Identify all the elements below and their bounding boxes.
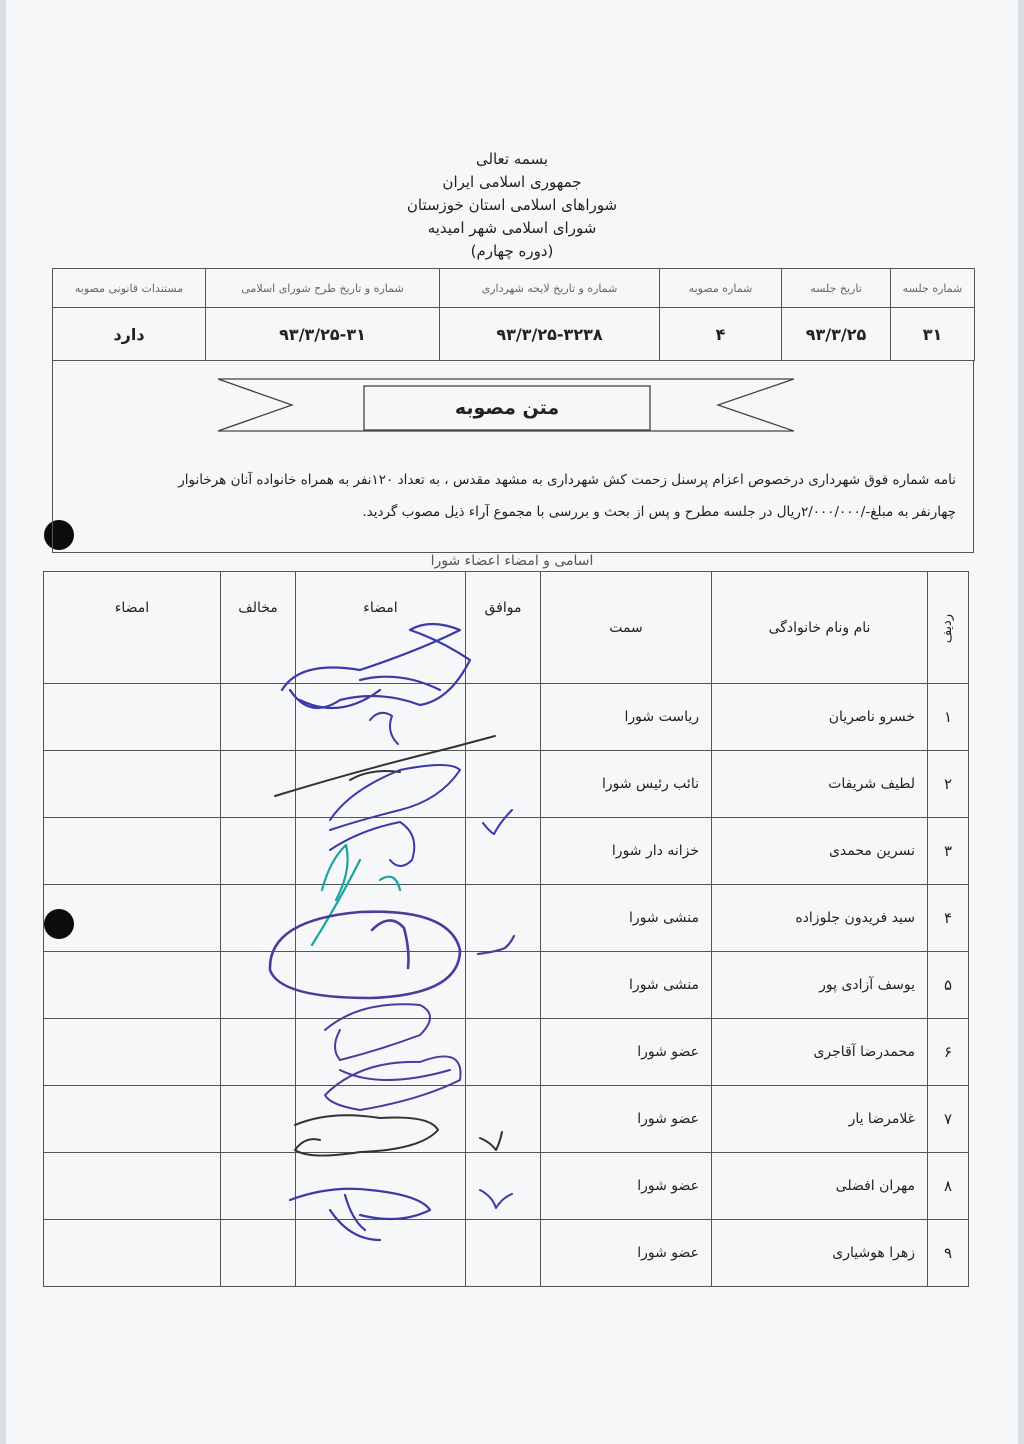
- heading-line-province: شوراهای اسلامی استان خوزستان: [406, 196, 618, 214]
- member-oppose: [221, 684, 296, 751]
- resolution-title: متن مصوبه: [454, 397, 560, 419]
- col-header-row-number-text: ردیف: [940, 613, 956, 643]
- member-row: [44, 818, 969, 885]
- member-number: ۴: [928, 885, 969, 952]
- member-signature: [296, 1153, 466, 1220]
- member-agree: [466, 818, 541, 885]
- member-number: ۶: [928, 1019, 969, 1086]
- member-position: خزانه دار شورا: [541, 818, 712, 885]
- members-caption: اسامی و امضاء اعضاء شورا: [430, 553, 594, 569]
- col-header-oppose: مخالف: [221, 572, 296, 684]
- value-session-number: ۳۱: [891, 308, 975, 361]
- member-name: غلامرضا یار: [712, 1086, 928, 1153]
- member-name: مهران افضلی: [712, 1153, 928, 1220]
- member-agree: [466, 1019, 541, 1086]
- col-header-agree: موافق: [466, 572, 541, 684]
- member-signature-2: [44, 1220, 221, 1287]
- member-agree: [466, 751, 541, 818]
- member-name: محمدرضا آقاجری: [712, 1019, 928, 1086]
- heading-line-city-council: شورای اسلامی شهر امیدیه: [427, 219, 597, 237]
- heading-line-term: (دوره چهارم): [470, 242, 554, 260]
- member-row: [44, 952, 969, 1019]
- header-session-number: شماره جلسه: [891, 269, 975, 308]
- header-resolution-number: شماره مصوبه: [660, 269, 782, 308]
- member-oppose: [221, 885, 296, 952]
- member-signature-2: [44, 885, 221, 952]
- member-signature: [296, 1220, 466, 1287]
- member-number: ۵: [928, 952, 969, 1019]
- member-oppose: [221, 1153, 296, 1220]
- value-resolution-number: ۴: [660, 308, 782, 361]
- col-header-row-number: [928, 572, 969, 684]
- member-signature: [296, 1019, 466, 1086]
- value-municipal-bill: ۹۳/۳/۲۵-۳۲۳۸: [440, 308, 660, 361]
- member-number: ۸: [928, 1153, 969, 1220]
- member-signature: [296, 751, 466, 818]
- member-name: نسرین محمدی: [712, 818, 928, 885]
- member-agree: [466, 885, 541, 952]
- member-row: [44, 1220, 969, 1287]
- member-row: [44, 684, 969, 751]
- member-position: منشی شورا: [541, 952, 712, 1019]
- col-header-position: سمت: [541, 572, 712, 684]
- member-signature-2: [44, 1019, 221, 1086]
- resolution-text-line-1: نامه شماره فوق شهرداری درخصوص اعزام پرسنل زحمت کش شهرداری به مشهد مقدس ، به تعداد ۱۲۰نفر به همراه خانواده آنان هرخانوار: [178, 472, 956, 488]
- member-name: خسرو ناصریان: [712, 684, 928, 751]
- col-header-name: نام ونام خانوادگی: [712, 572, 928, 684]
- member-row: [44, 751, 969, 818]
- member-oppose: [221, 751, 296, 818]
- col-header-signature-2: امضاء: [44, 572, 221, 684]
- member-signature-2: [44, 1153, 221, 1220]
- member-signature: [296, 684, 466, 751]
- document-heading: [0, 148, 1024, 263]
- member-position: عضو شورا: [541, 1220, 712, 1287]
- member-number: ۳: [928, 818, 969, 885]
- member-signature-2: [44, 952, 221, 1019]
- member-agree: [466, 952, 541, 1019]
- member-oppose: [221, 1019, 296, 1086]
- header-legal-documents: مستندات قانونی مصوبه: [53, 269, 206, 308]
- member-agree: [466, 684, 541, 751]
- member-agree: [466, 1220, 541, 1287]
- member-signature-2: [44, 1086, 221, 1153]
- header-municipal-bill: شماره و تاریخ لایحه شهرداری: [440, 269, 660, 308]
- member-position: عضو شورا: [541, 1019, 712, 1086]
- members-table: [43, 571, 969, 1287]
- member-name: لطیف شریفات: [712, 751, 928, 818]
- member-number: ۱: [928, 684, 969, 751]
- member-signature-2: [44, 751, 221, 818]
- session-info-table: [52, 268, 975, 361]
- member-name: زهرا هوشیاری: [712, 1220, 928, 1287]
- session-info-value-row: [53, 308, 975, 361]
- member-name: سید فریدون جلوزاده: [712, 885, 928, 952]
- member-signature: [296, 952, 466, 1019]
- member-position: عضو شورا: [541, 1086, 712, 1153]
- member-signature: [296, 818, 466, 885]
- header-council-plan: شماره و تاریخ طرح شورای اسلامی: [206, 269, 440, 308]
- col-header-signature: امضاء: [296, 572, 466, 684]
- member-position: عضو شورا: [541, 1153, 712, 1220]
- heading-line-basmala: بسمه تعالی: [475, 150, 549, 168]
- members-header-row: [44, 572, 969, 684]
- member-position: نائب رئیس شورا: [541, 751, 712, 818]
- member-row: [44, 885, 969, 952]
- value-legal-documents: دارد: [53, 308, 206, 361]
- member-number: ۲: [928, 751, 969, 818]
- member-signature: [296, 1086, 466, 1153]
- header-session-date: تاریخ جلسه: [782, 269, 891, 308]
- value-session-date: ۹۳/۳/۲۵: [782, 308, 891, 361]
- member-oppose: [221, 1086, 296, 1153]
- member-signature-2: [44, 684, 221, 751]
- session-info-header-row: [53, 269, 975, 308]
- member-position: منشی شورا: [541, 885, 712, 952]
- member-oppose: [221, 818, 296, 885]
- member-oppose: [221, 1220, 296, 1287]
- member-agree: [466, 1153, 541, 1220]
- member-agree: [466, 1086, 541, 1153]
- member-position: ریاست شورا: [541, 684, 712, 751]
- resolution-text: [56, 464, 956, 528]
- resolution-text-line-2: چهارنفر به مبلغ-/۲/۰۰۰/۰۰۰ریال در جلسه مطرح و پس از بحث و بررسی با مجموع آراء ذیل مصوب گردید.: [362, 504, 956, 520]
- heading-line-country: جمهوری اسلامی ایران: [442, 173, 582, 191]
- member-signature-2: [44, 818, 221, 885]
- member-row: [44, 1153, 969, 1220]
- member-row: [44, 1086, 969, 1153]
- member-row: [44, 1019, 969, 1086]
- member-number: ۹: [928, 1220, 969, 1287]
- value-council-plan: ۹۳/۳/۲۵-۳۱: [206, 308, 440, 361]
- member-oppose: [221, 952, 296, 1019]
- member-signature: [296, 885, 466, 952]
- member-number: ۷: [928, 1086, 969, 1153]
- member-name: یوسف آزادی پور: [712, 952, 928, 1019]
